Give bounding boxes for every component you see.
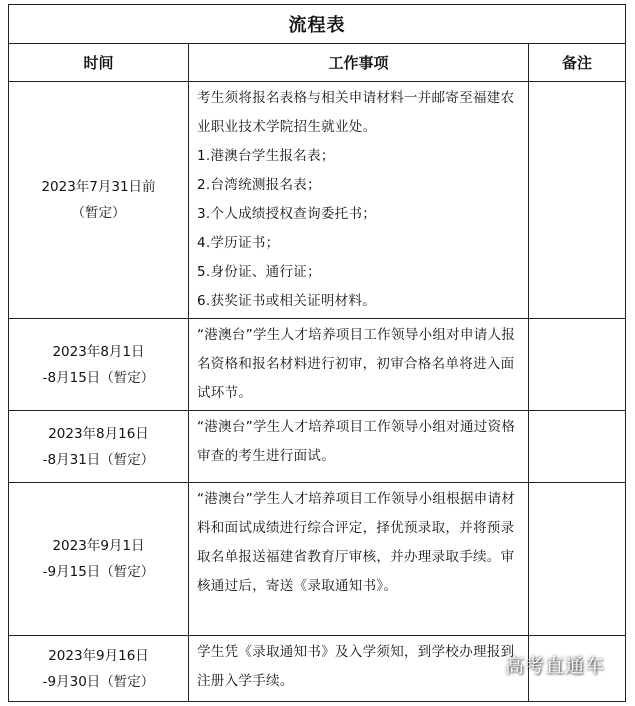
note-cell (529, 483, 626, 636)
list-item: 3.个人成绩授权查询委托书； (197, 206, 377, 222)
table-row (9, 82, 626, 319)
header-task: 工作事项 (189, 44, 529, 82)
task-cell (189, 319, 529, 411)
table-row (9, 411, 626, 483)
task-text: 考生须将报名表格与相关申请材料一并邮寄至福建农业职业技术学院招生就业处。 (197, 90, 515, 135)
table-row (9, 483, 626, 636)
time-cell (9, 636, 189, 702)
process-table (8, 4, 626, 702)
header-time: 时间 (9, 44, 189, 82)
time-cell (9, 483, 189, 636)
task-text: “港澳台”学生人才培养项目工作领导小组对通过资格审查的考生进行面试。 (197, 419, 516, 464)
note-cell (529, 82, 626, 319)
list-item: 1.港澳台学生报名表； (197, 148, 335, 164)
task-cell (189, 636, 529, 702)
note-cell (529, 411, 626, 483)
time-line: -9月30日（暂定） (42, 673, 155, 690)
note-cell (529, 319, 626, 411)
time-line: -9月15日（暂定） (42, 564, 155, 580)
time-line: 2023年9月16日 (48, 647, 149, 664)
list-item: 4.学历证书； (197, 235, 280, 251)
time-line: -8月15日（暂定） (42, 369, 155, 386)
task-text: “港澳台”学生人才培养项目工作领导小组根据申请材料和面试成绩进行综合评定，择优预录取，并将预录取名单报送福建省教育厅审核，并办理录取手续。审核通过后，寄送《录取通知书》。 (197, 491, 516, 594)
list-item: 6.获奖证书或相关证明材料。 (197, 293, 377, 309)
watermark: 高考直通车 (504, 655, 605, 677)
time-cell (9, 319, 189, 411)
list-item: 2.台湾统测报名表； (197, 177, 321, 193)
task-text: “港澳台”学生人才培养项目工作领导小组对申请人报名资格和报名材料进行初审，初审合格名单将进入面试环节。 (197, 327, 516, 401)
list-item: 5.身份证、通行证； (197, 264, 321, 280)
time-cell (9, 82, 189, 319)
time-line: 2023年7月31日前 (41, 179, 156, 195)
task-cell (189, 82, 529, 319)
time-cell (9, 411, 189, 483)
title-row (9, 5, 626, 44)
time-line: 2023年8月16日 (48, 425, 149, 442)
time-line: 2023年9月1日 (52, 538, 145, 554)
task-cell (189, 483, 529, 636)
header-row (9, 44, 626, 82)
task-text: 学生凭《录取通知书》及入学须知，到学校办理报到注册入学手续。 (197, 644, 515, 689)
time-line: 2023年8月1日 (52, 343, 145, 360)
time-line: （暂定） (71, 205, 126, 221)
table-row (9, 319, 626, 411)
header-note: 备注 (529, 44, 626, 82)
time-line: -8月31日（暂定） (42, 451, 155, 468)
table-title: 流程表 (9, 5, 626, 44)
task-cell (189, 411, 529, 483)
